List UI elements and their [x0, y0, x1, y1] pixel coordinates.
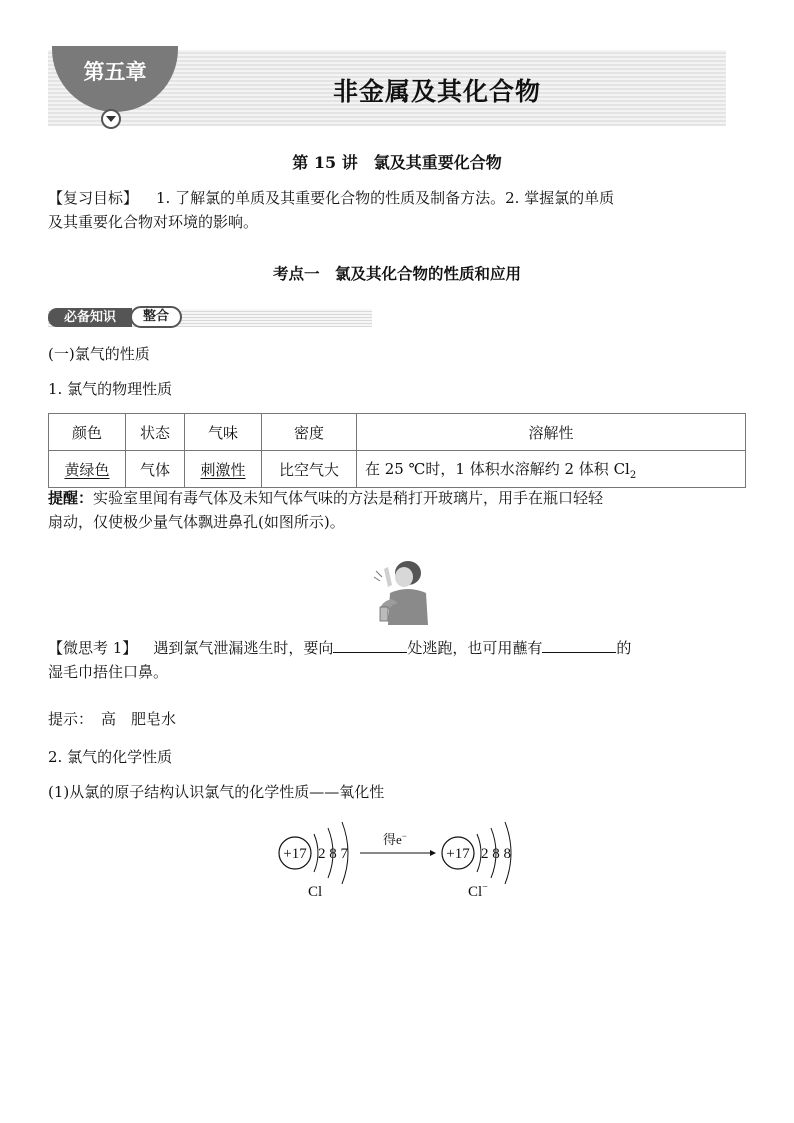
cl-subscript: 2: [629, 469, 637, 481]
table-cell: 气体: [126, 451, 185, 488]
tip-line1: 实验室里闻有毒气体及未知气体气味的方法是稍打开玻璃片，用手在瓶口轻轻: [93, 489, 604, 507]
subheading-oxidizing: (1)从氯的原子结构认识氯气的化学性质——氧化性: [48, 783, 385, 801]
right-shell-electrons: 2 8 8: [481, 846, 511, 862]
answer-blank-1[interactable]: [333, 638, 407, 653]
hint-label: 提示：: [48, 710, 94, 728]
chapter-label: 第五章: [83, 60, 147, 84]
cl-label: Cl: [308, 884, 323, 900]
table-header-cell: 状态: [126, 414, 185, 451]
subheading-chlorine-properties: (一)氯气的性质: [48, 345, 150, 363]
table-header-cell: 溶解性: [357, 414, 746, 451]
smell-gas-illustration: [368, 559, 430, 625]
table-cell: [49, 451, 126, 488]
think-question: [48, 636, 748, 684]
chevron-down-icon: [101, 109, 121, 129]
must-know-tag: [48, 305, 372, 327]
tag-light-label: 整合: [130, 306, 182, 328]
table-cell: [357, 451, 746, 488]
table-header-cell: 气味: [185, 414, 262, 451]
solubility-value: 在 25 ℃时，1 体积水溶解约 2 体积 Cl: [365, 459, 630, 478]
table-header-cell: 颜色: [49, 414, 126, 451]
think-part1: 遇到氯气泄漏逃生时，要向: [153, 639, 334, 657]
tip-paragraph: [48, 486, 748, 534]
tip-label: 提醒：: [48, 489, 94, 507]
think-label: 【微思考 1】: [48, 639, 138, 657]
review-goals-line1: 1. 了解氯的单质及其重要化合物的性质及制备方法。2. 掌握氯的单质: [156, 189, 615, 207]
right-nucleus-charge: +17: [446, 846, 470, 862]
review-goals-label: 【复习目标】: [48, 189, 139, 207]
left-nucleus-charge: +17: [283, 846, 307, 862]
review-goals: [48, 186, 748, 234]
table-cell: [185, 451, 262, 488]
cl-ion-label: Cl−: [468, 882, 488, 900]
chapter-banner: [48, 46, 726, 128]
lecture-title: 第 15 讲 氯及其重要化合物: [292, 153, 502, 172]
review-goals-line2: 及其重要化合物对环境的影响。: [48, 213, 259, 231]
section-title: 考点一 氯及其化合物的性质和应用: [272, 264, 521, 283]
cl-ion: [442, 822, 511, 900]
think-line2: 湿毛巾捂住口鼻。: [48, 663, 169, 681]
color-value: 黄绿色: [64, 460, 110, 479]
think-part2: 处逃跑，也可用蘸有: [407, 639, 543, 657]
tag-dark-label: 必备知识: [48, 308, 132, 327]
think-part3: 的: [616, 639, 632, 657]
left-shell-electrons: 2 8 7: [318, 846, 348, 862]
gain-electron-arrow: [360, 831, 436, 856]
physical-properties-table: [48, 413, 746, 488]
hint-answer: 高 肥皂水: [101, 710, 177, 728]
hint-line: [48, 707, 748, 731]
arrow-label: 得e−: [383, 831, 407, 847]
subheading-chemical-properties: 2. 氯气的化学性质: [48, 748, 173, 766]
table-cell: 比空气大: [262, 451, 357, 488]
cl-atom: [279, 822, 349, 900]
table-header-cell: 密度: [262, 414, 357, 451]
tip-line2: 扇动，仅使极少量气体飘进鼻孔(如图所示)。: [48, 513, 345, 531]
table-row: [49, 451, 746, 488]
chapter-title: 非金属及其化合物: [333, 77, 542, 106]
answer-blank-2[interactable]: [542, 638, 616, 653]
atomic-structure-diagram: [270, 820, 530, 906]
table-header-row: [49, 414, 746, 451]
odor-value: 刺激性: [200, 460, 246, 479]
subheading-physical-properties: 1. 氯气的物理性质: [48, 380, 173, 398]
